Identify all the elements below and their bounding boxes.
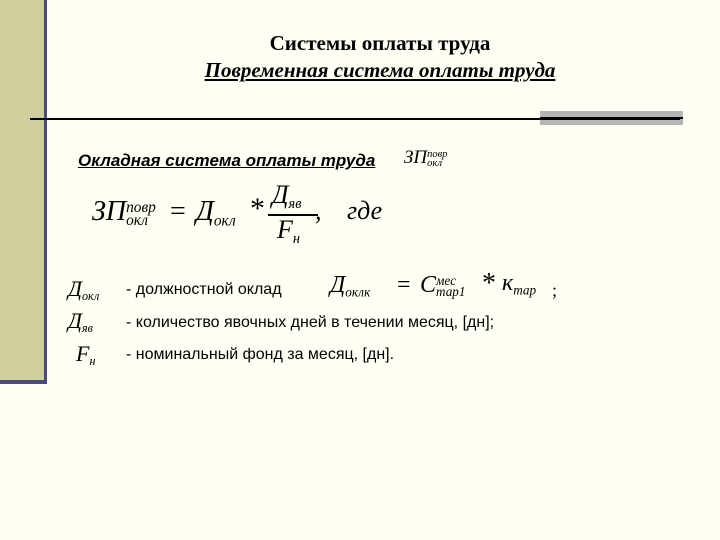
definition-attendance-days: - количество явочных дней в течении месяц, [дн]; — [126, 314, 495, 331]
main-formula-star: * — [250, 192, 265, 225]
left-sidebar-bottom — [0, 380, 47, 384]
definition-nominal-fund: - номинальный фонд за месяц, [дн]. — [126, 346, 395, 363]
slide-subtitle: Повременная система оплаты труда — [204, 58, 556, 82]
symbol-f-n: $F_н$ — [76, 341, 96, 369]
main-formula-lhs: ЗП повр окл — [92, 196, 156, 229]
section-heading — [78, 151, 375, 171]
section-heading-text: Окладная система оплаты труда — [78, 151, 376, 170]
left-sidebar-edge — [44, 0, 47, 383]
main-formula-comma: , — [315, 196, 322, 225]
main-formula-equals: = — [170, 196, 186, 227]
main-formula-numerator: $Д_{яв}$ — [272, 180, 302, 212]
main-formula-where: где — [347, 196, 383, 225]
salary-formula-k: $к_{тар}$ — [502, 270, 537, 298]
main-formula-denominator: $F_н$ — [277, 215, 300, 247]
salary-formula-equals: = — [397, 272, 411, 298]
symbol-d-yav: $Д_{яв}$ — [68, 308, 93, 336]
salary-formula-d: $Д_{оклк}$ — [330, 272, 371, 300]
symbol-d-okl: $Д_{окл}$ — [68, 276, 100, 304]
definition-salary: - должностной оклад — [126, 281, 282, 298]
salary-formula-c: С мес тар1 — [420, 272, 466, 299]
slide-title: Системы оплаты труда — [269, 31, 491, 55]
left-sidebar-bar — [0, 0, 44, 383]
formula-symbol-zp-small: ЗП повр окл — [404, 147, 448, 170]
main-formula-d-okl: $Д_{окл}$ — [196, 196, 236, 230]
divider-segment — [540, 117, 683, 119]
salary-formula-semicolon: ; — [552, 280, 558, 300]
salary-formula-star: * — [482, 268, 496, 299]
